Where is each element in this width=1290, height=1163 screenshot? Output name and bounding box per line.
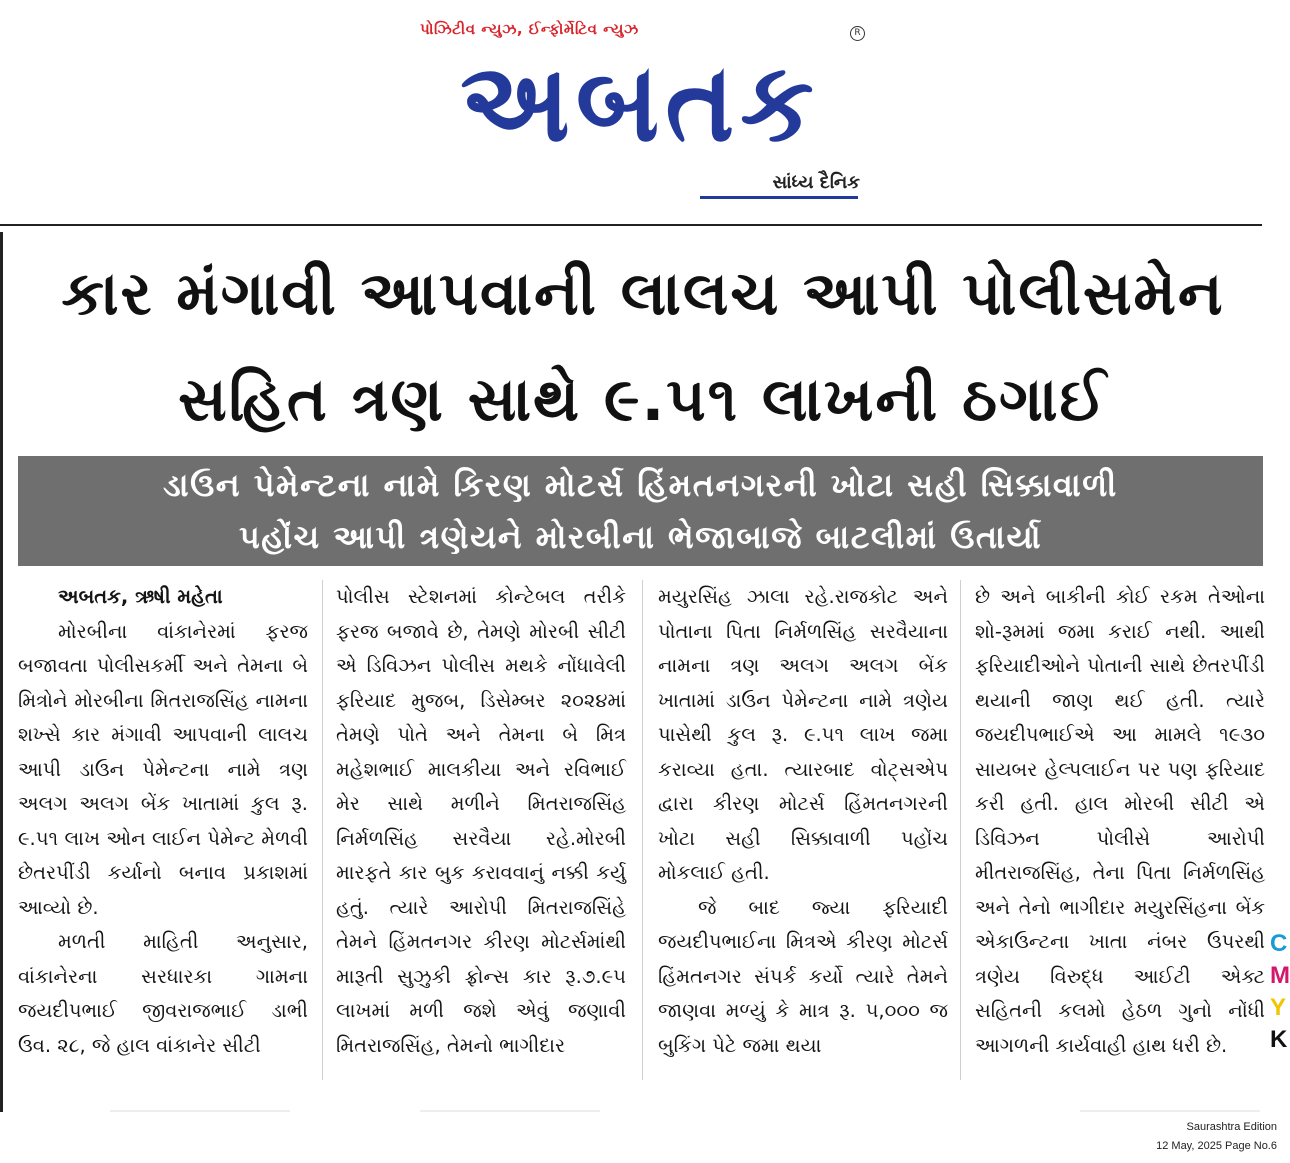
article-column-3 <box>658 580 948 1080</box>
masthead-subtitle: સાંધ્ય દૈનિક <box>772 172 860 193</box>
column-divider <box>322 580 323 1080</box>
article-paragraph: પોલીસ સ્ટેશનમાં કોન્ટેબલ તરીકે ફરજ બજાવે છે, તેમણે મોરબી સીટી એ ડિવિઝન પોલીસ મથકે નોંધાવેલી ફરિયાદ મુજબ, ડિસેમ્બર ૨૦૨૪માં તેમણે પોતે અને તેમના બે મિત્ર મહેશભાઈ માલકીયા અને રવિભાઈ મેર સાથે મળીને મિતરાજસિંહ નિર્મળસિંહ સરવૈયા રહે.મોરબી મારફતે કાર બુક કરાવવાનું નક્કી કર્યુ હતું. ત્યારે આરોપી મિતરાજસિંહે તેમને હિંમતનગર કીરણ મોટર્સમાંથી મારૂતી સુઝુકી ફ્રોન્સ કાર રૂ.૭.૯૫ લાખમાં મળી જશે એવું જણાવી મિતરાજસિંહ, તેમનો ભાગીદાર <box>336 585 626 1057</box>
article-column-4 <box>975 580 1265 1080</box>
headline <box>18 238 1268 450</box>
article-paragraph: જે બાદ જ્યા ફરિયાદી જયદીપભાઈના મિત્રએ કીરણ મોટર્સ હિંમતનગર સંપર્ક કર્યો ત્યારે તેમને જાણવા મળ્યું કે માત્ર રૂ. ૫,૦૦૦ જ બુકિંગ પેટે જમા થયા <box>658 895 948 1057</box>
article-body <box>18 580 1268 1090</box>
article-paragraph: મોરબીના વાંકાનેરમાં ફરજ બજાવતા પોલીસકર્મી અને તેમના બે મિત્રોને મોરબીના મિતરાજસિંહ નામના શખ્સે કાર મંગાવી આપવાની લાલચ આપી ડાઉન પેમેન્ટના નામે ત્રણ અલગ અલગ બેંક ખાતામાં કુલ રૂ. ૯.૫૧ લાખ ઓન લાઈન પેમેન્ટ મેળવી છેતરપીંડી કર્યાનો બનાવ પ્રકાશમાં આવ્યો છે. <box>18 619 308 919</box>
article-column-1 <box>18 580 308 1080</box>
article-paragraph: છે અને બાકીની કોઈ રકમ તેઓના શો-રૂમમાં જમા કરાઈ નથી. આથી ફરિયાદીઓને પોતાની સાથે છેતરપીંડી થયાની જાણ થઈ હતી. ત્યારે જયદીપભાઈએ આ મામલે ૧૯૩૦ સાયબર હેલ્પલાઈન પર પણ ફરિયાદ કરી હતી. હાલ મોરબી સીટી એ ડિવિઝન પોલીસે આરોપી મીતરાજસિંહ, તેના પિતા નિર્મળસિંહ અને તેનો ભાગીદાર મયુરસિંહના બેંક એકાઉન્ટના ખાતા નંબર ઉપરથી ત્રણેય વિરુદ્ધ આઈટી એક્ટ સહિતની કલમો હેઠળ ગુનો નોંધી આગળની કાર્યવાહી હાથ ધરી છે. <box>975 585 1265 1057</box>
masthead-tagline: પોઝિટીવ ન્યુઝ, ઈન્ફોર્મેટિવ ન્યુઝ <box>420 20 639 38</box>
edition-label: Saurashtra Edition <box>1186 1121 1277 1133</box>
column-divider <box>960 580 961 1080</box>
column-base-rule <box>110 1110 290 1112</box>
subheadline-line-2: પહોંચ આપી ત્રણેયને મોરબીના ભેજાબાજે બાટલીમાં ઉતાર્યા <box>238 518 1043 556</box>
subheadline-line-1: ડાઉન પેમેન્ટના નામે કિરણ મોટર્સ હિંમતનગરની ખોટા સહી સિક્કાવાળી <box>163 466 1118 504</box>
column-divider <box>642 580 643 1080</box>
masthead-divider <box>0 224 1262 226</box>
color-registration-marks <box>1270 928 1290 1056</box>
article-paragraph: મળતી માહિતી અનુસાર, વાંકાનેરના સરધારકા ગામના જયદીપભાઈ જીવરાજભાઈ ડાભી ઉવ. ૨૮, જે હાલ વાંકાનેર સીટી <box>18 930 308 1057</box>
magenta-registration-letter: M <box>1270 962 1290 989</box>
article-column-2 <box>336 580 626 1080</box>
headline-line-1: કાર મંગાવી આપવાની લાલચ આપી પોલીસમેન <box>61 259 1225 329</box>
byline: અબતક, ઋષી મહેતા <box>58 585 223 608</box>
black-registration-letter: K <box>1270 1026 1288 1053</box>
masthead-underline <box>700 196 858 199</box>
column-base-rule <box>1080 1110 1260 1112</box>
page-left-rule <box>0 232 3 1112</box>
registered-trademark-icon: R <box>850 26 865 41</box>
page-footer <box>1077 1118 1277 1156</box>
newspaper-logo: અબતક <box>460 37 820 167</box>
date-page-label: 12 May, 2025 Page No.6 <box>1156 1140 1277 1152</box>
masthead <box>0 0 1285 226</box>
article-paragraph: મયુરસિંહ ઝાલા રહે.રાજકોટ અને પોતાના પિતા નિર્મળસિંહ સરવૈયાના નામના ત્રણ અલગ અલગ બેંક ખાતામાં ડાઉન પેમેન્ટના નામે ત્રણેય પાસેથી કુલ રૂ. ૯.૫૧ લાખ જમા કરાવ્યા હતા. ત્યારબાદ વોટ્સએપ દ્વારા કીરણ મોટર્સ હિંમતનગરની ખોટા સહી સિક્કાવાળી પહોંચ મોકલાઈ હતી. <box>658 585 948 884</box>
yellow-registration-letter: Y <box>1270 994 1287 1021</box>
headline-line-2: સહિત ત્રણ સાથે ૯.૫૧ લાખની ઠગાઈ <box>178 365 1108 435</box>
column-base-rule <box>420 1110 600 1112</box>
subheadline-banner <box>18 456 1263 566</box>
cyan-registration-letter: C <box>1270 930 1288 957</box>
